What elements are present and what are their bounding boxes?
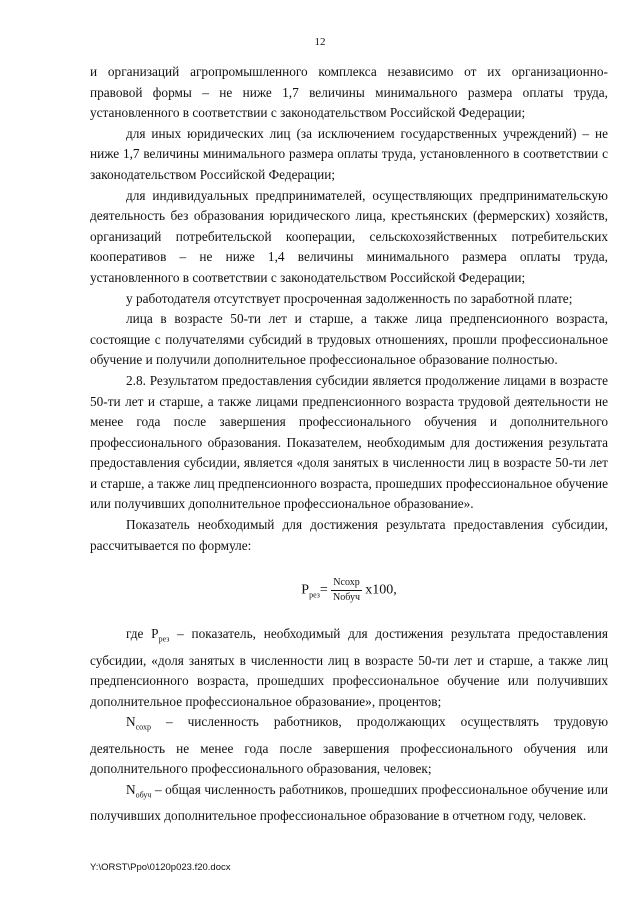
formula-equals: = bbox=[319, 582, 328, 598]
formula bbox=[90, 576, 608, 606]
paragraph-1: и организаций агропромышленного комплекса независимо от их организационно-правовой формы – не ниже 1,7 величины минимального размера оплаты труда, установленного в соответствии с законодательством Российской Федерации; bbox=[90, 64, 608, 121]
p10-text: – общая численность работников, прошедших профессиональное обучение или получивших дополнительное профессиональное образование в отчетном году, человек. bbox=[90, 781, 608, 824]
footer-file-path: Y:\ORST\Ppo\0120p023.f20.docx bbox=[90, 862, 231, 873]
p9-sub: сохр bbox=[135, 723, 151, 733]
p8-prefix: где P bbox=[126, 626, 159, 642]
p10-sub: обуч bbox=[135, 790, 152, 800]
page-number: 12 bbox=[314, 36, 326, 48]
paragraph-6: 2.8. Результатом предоставления субсидии является продолжение лицами в возрасте 50-ти лет и старше, а также лицами предпенсионного возраста трудовой деятельности не менее года после завершения профессионального обучения и дополнительного профессионального образования. Показателем, необходимым для достижения результата предоставления субсидии, является «доля занятых в численности лиц в возрасте 50-ти лет и старше, а также лиц предпенсионного возраста, прошедших профессиональное обучение или получивших дополнительное профессиональное образование». bbox=[90, 372, 608, 512]
formula-lhs: P bbox=[301, 582, 310, 598]
p10-prefix: N bbox=[126, 781, 136, 797]
document-body bbox=[90, 62, 608, 827]
formula-numerator: Nсохр bbox=[331, 576, 361, 591]
formula-lhs-sub: рез bbox=[309, 590, 320, 600]
p9-prefix: N bbox=[126, 714, 136, 730]
paragraph-10 bbox=[90, 780, 608, 827]
p8-sub: рез bbox=[158, 635, 170, 645]
p8-text: – показатель, необходимый для достижения результата предоставления субсидии, «доля занятых в численности лиц в возрасте 50-ти лет и старше, а также лиц предпенсионного возраста, прошедших профессиональное обучение или получивших дополнительное профессиональное образование», процентов; bbox=[90, 626, 608, 709]
paragraph-2: для иных юридических лиц (за исключением государственных учреждений) – не ниже 1,7 величины минимального размера оплаты труда, установленного в соответствии с законодательством Российской Федерации; bbox=[90, 125, 608, 182]
p9-text: – численность работников, продолжающих осуществлять трудовую деятельность не менее года после завершения профессионального обучения или дополнительного профессионального образования, человек; bbox=[90, 714, 608, 777]
paragraph-4: у работодателя отсутствует просроченная задолженность по заработной плате; bbox=[126, 290, 573, 306]
paragraph-3: для индивидуальных предпринимателей, осуществляющих предпринимательскую деятельность без образования юридического лица, крестьянских (фермерских) хозяйств, организаций потребительской кооперации, сельскохозяйственных потребительских кооперативов – не ниже 1,4 величины минимального размера оплаты труда, установленного в соответствии с законодательством Российской Федерации; bbox=[90, 187, 608, 285]
paragraph-5: лица в возрасте 50-ти лет и старше, а также лица предпенсионного возраста, состоящие с получателями субсидий в трудовых отношениях, прошли профессиональное обучение и получили дополнительное профессиональное образование полностью. bbox=[90, 311, 608, 368]
paragraph-9 bbox=[90, 712, 608, 779]
formula-denominator: Nобуч bbox=[333, 592, 360, 604]
formula-multiplier: x100, bbox=[365, 582, 397, 598]
paragraph-7: Показатель необходимый для достижения результата предоставления субсидии, рассчитывается по формуле: bbox=[90, 517, 608, 553]
formula-fraction bbox=[331, 576, 361, 605]
paragraph-8 bbox=[90, 624, 608, 712]
